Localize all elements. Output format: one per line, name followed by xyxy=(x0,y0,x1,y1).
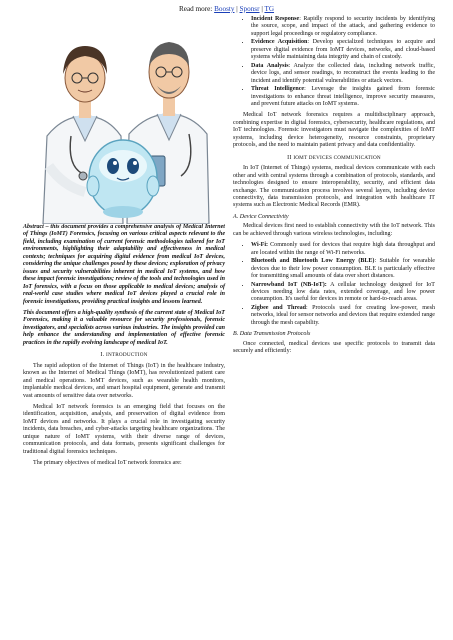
list-item: • Wi-Fi: Commonly used for devices that require high data throughput and are located within the range of Wi-Fi networks. xyxy=(251,242,435,257)
list-item: • Data Analysis: Analyze the collected data, including network traffic, device logs, and sensor readings, to reconstruct the events leading to the incident and identify potential vulnerabilities or attack vectors. xyxy=(251,63,435,85)
read-more-label: Read more: xyxy=(178,5,213,13)
intro-paragraph-1: The rapid adoption of the Internet of Things (IoT) in the healthcare industry, known as the Internet of Medical Things (IoMT), has revolutionized patient care and medical operations. IoMT devices, such as wearable health monitors, implantable medical devices, and smart hospital equipment, generate and transmit vast amounts of sensitive data over networks. xyxy=(23,362,225,399)
section-heading-introduction xyxy=(23,352,225,359)
section-heading-communication xyxy=(233,155,435,162)
boosty-link[interactable]: Boosty xyxy=(214,5,235,13)
list-item: • Bluetooth and Bluetooth Low Energy (BLE): Suitable for wearable devices due to their low power consumption. BLE is particularly effective for transmitting small amounts of data over short distances. xyxy=(251,258,435,280)
section-title: IOMT DEVICES COMMUNICATION xyxy=(293,154,381,161)
abstract-summary-paragraph: This document offers a high-quality synthesis of the current state of Medical IoT Forensics, making it a valuable resource for security professionals, forensic investigators, and specialists across various industries. The insights provided can help enhance the understanding and implementation of effective forensic practices in the rapidly evolving landscape of medical IoT. xyxy=(23,309,225,346)
list-item: • Zigbee and Thread: Protocols used for creating low-power, mesh networks, ideal for sensor networks and devices that require extended range through the mesh capability. xyxy=(251,305,435,327)
list-item: • Evidence Acquisition: Develop specialized techniques to acquire and preserve digital evidence from IoMT devices, networks, and cloud-based systems while maintaining data integrity and chain of custody. xyxy=(251,39,435,61)
doctors-robot-illustration xyxy=(23,16,225,224)
list-item: • Incident Response: Rapidly respond to security incidents by identifying the source, scope, and impact of the attack, and gathering evidence to support legal proceedings or regulatory compliance. xyxy=(251,16,435,38)
intro-paragraph-2: Medical IoT network forensics is an emerging field that focuses on the identification, acquisition, analysis, and preservation of digital evidence from IoMT devices and networks. It plays a crucial role in investigating security incidents, data breaches, and cyber-attacks targeting healthcare organizations. The unique nature of IoMT systems, with their diverse range of devices, communication protocols, and data formats, presents significant challenges for traditional digital forensics techniques. xyxy=(23,403,225,455)
connectivity-paragraph: Medical devices first need to establish connectivity with the IoT network. This can be achieved through various wireless technologies, including: xyxy=(233,223,435,237)
objectives-list xyxy=(233,16,435,108)
separator: | xyxy=(261,5,263,13)
transmission-paragraph: Once connected, medical devices use specific protocols to transmit data securely and efficiently: xyxy=(233,340,435,355)
right-column xyxy=(233,16,435,360)
section-number: I. xyxy=(100,352,105,359)
communication-paragraph: In IoT (Internet of Things) systems, medical devices communicate with each other and with central systems through a combination of protocols, standards, and technologies designed to ensure interoperability, security, and efficient data exchange. The communication process involves several layers, including device connectivity, data transmission protocols, and integration with healthcare IT systems such as Electronic Medical Records (EMR). xyxy=(233,165,435,209)
illustration-svg xyxy=(23,16,225,224)
intro-paragraph-3: The primary objectives of medical IoT network forensics are: xyxy=(33,460,182,467)
abstract-paragraph: Abstract – this document provides a comprehensive analysis of Medical Internet of Things (IoMT) Forensics, focusing on various critical aspects relevant to the field, including examination of current forensic methodologies tailored for IoT environments, highlighting their adaptability and effectiveness in medical contexts; techniques for acquiring digital evidence from medical IoT devices, considering the unique challenges posed by these devices; exploration of privacy issues and security vulnerabilities inherent in medical IoT systems, and how these impact forensic investigations; review of the tools and technologies used in IoT forensics, with a focus on those applicable to medical devices; analysis of real-world case studies where medical IoT devices played a crucial role in forensic investigations, providing practical insights and lessons learned. xyxy=(23,224,225,305)
list-item: • Narrowband IoT (NB-IoT): A cellular technology designed for IoT devices needing low data rates, extended coverage, and low power consumption. It's useful for devices in remote or hard-to-reach areas. xyxy=(251,282,435,304)
section-title: INTRODUCTION xyxy=(106,352,148,359)
sponsr-link[interactable]: Sponsr xyxy=(239,5,260,13)
header-read-more xyxy=(0,5,453,13)
subsection-heading-device-connectivity: A. Device Connectivity xyxy=(233,213,289,220)
list-item: • Threat Intelligence: Leverage the insights gained from forensic investigations to enhance threat intelligence, improve security measures, and prevent future attacks on IoMT systems. xyxy=(251,86,435,108)
connectivity-list xyxy=(233,242,435,327)
multidisciplinary-paragraph: Medical IoT network forensics requires a multidisciplinary approach, combining expertise in digital forensics, cybersecurity, healthcare regulations, and IoT technologies. Forensic investigators must navigate the complexities of IoMT systems, including device heterogeneity, resource constraints, proprietary protocols, and the need to maintain patient privacy and data confidentiality. xyxy=(233,112,435,149)
separator: | xyxy=(236,5,238,13)
subsection-heading-data-transmission: B. Data Transmission Protocols xyxy=(233,331,311,338)
tg-link[interactable]: TG xyxy=(264,5,275,13)
left-column xyxy=(23,16,225,472)
section-number: II xyxy=(287,154,292,161)
